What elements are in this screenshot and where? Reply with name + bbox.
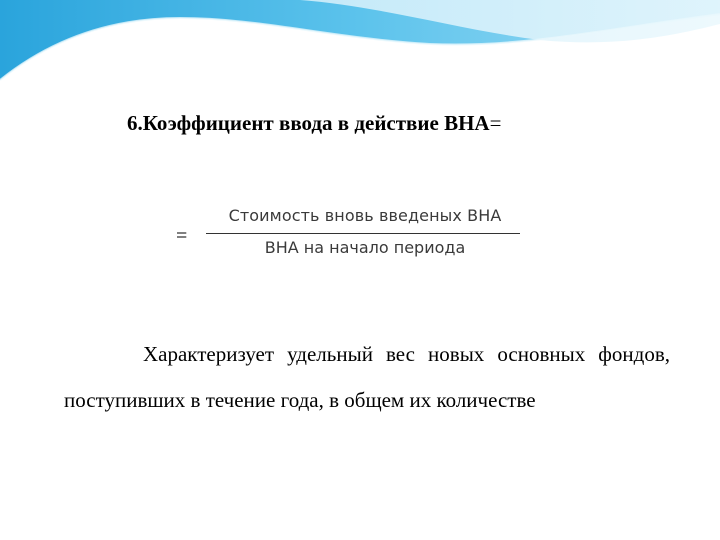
description-paragraph: Характеризует удельный вес новых основных фондов, поступивших в течение года, в общем их количестве — [64, 342, 670, 412]
formula-numerator: Стоимость вновь введеных ВНА — [228, 206, 502, 225]
fraction-bar — [206, 233, 520, 234]
formula-denominator: ВНА на начало периода — [264, 238, 466, 257]
header-wave-decoration — [0, 0, 720, 90]
formula — [176, 202, 526, 262]
slide-title — [127, 111, 687, 136]
title-main-text: 6.Коэффициент ввода в действие ВНА — [127, 111, 490, 135]
title-equals-sign: = — [489, 111, 502, 135]
formula-equals-sign: = — [176, 225, 188, 247]
